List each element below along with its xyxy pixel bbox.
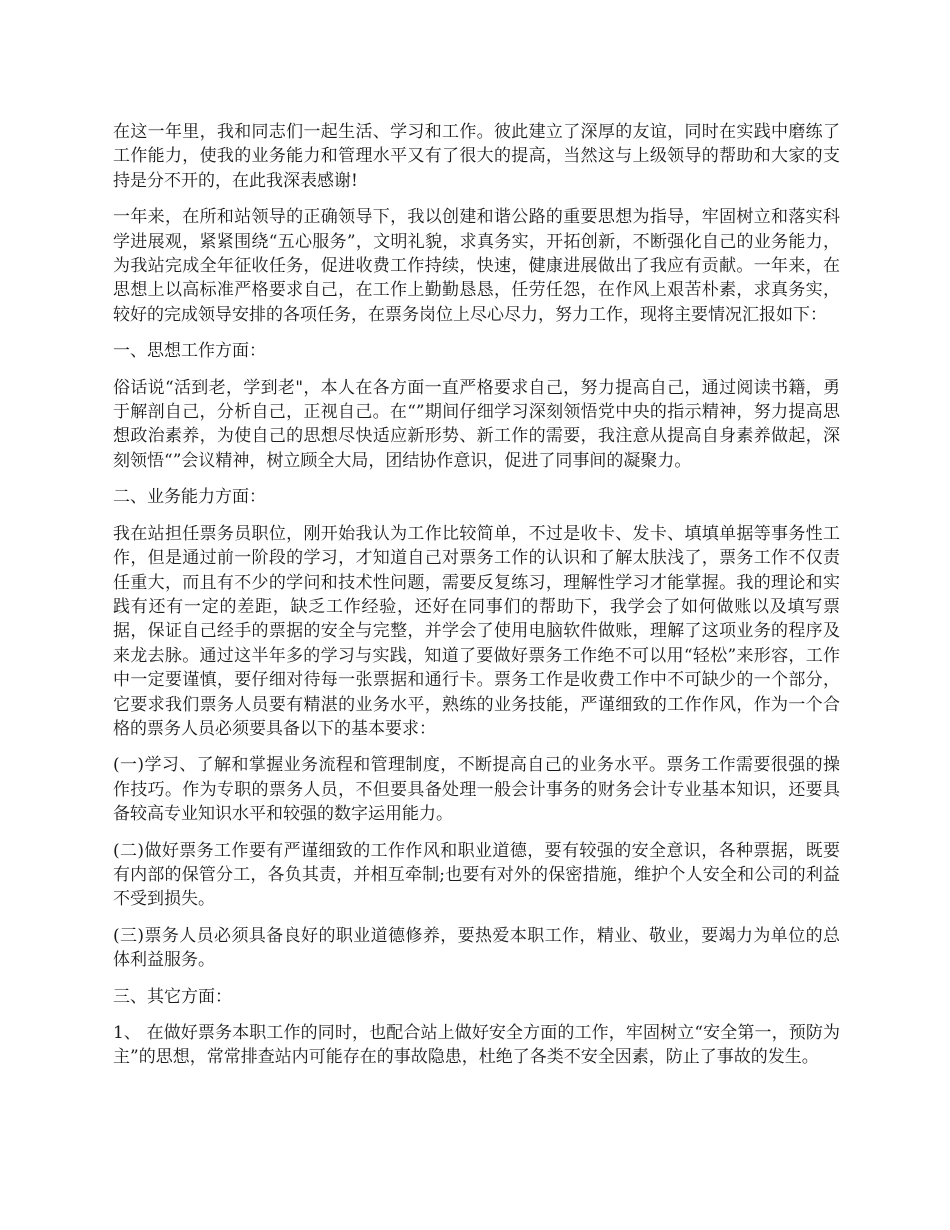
document-body [113, 120, 840, 1082]
paragraph-requirement-2: (二)做好票务工作要有严谨细致的工作作风和职业道德，要有较强的安全意识，各种票据，既要有内部的保管分工，各负其责，并相互牵制;也要有对外的保密措施，维护个人安全和公司的利益不受到损失。 [113, 840, 840, 910]
paragraph-thought: 俗话说“活到老，学到老"，本人在各方面一直严格要求自己，努力提高自己，通过阅读书籍，勇于解剖自己，分析自己，正视自己。在“”期间仔细学习深刻领悟党中央的指示精神，努力提高思想政治素养，为使自己的思想尽快适应新形势、新工作的需要，我注意从提高自身素养做起，深刻领悟“”会议精神，树立顾全大局，团结协作意识，促进了同事间的凝聚力。 [113, 377, 840, 471]
paragraph-overview: 一年来，在所和站领导的正确领导下，我以创建和谐公路的重要思想为指导，牢固树立和落实科学进展观，紧紧围绕“五心服务”，文明礼貌，求真务实，开拓创新，不断强化自己的业务能力，为我站完成全年征收任务，促进收费工作持续，快速，健康进展做出了我应有贡献。一年来，在思想上以高标准严格要求自己，在工作上勤勤恳恳，任劳任怨，在作风上艰苦朴素，求真务实，较好的完成领导安排的各项任务，在票务岗位上尽心尽力，努力工作，现将主要情况汇报如下： [113, 207, 840, 325]
paragraph-requirement-1: (一)学习、了解和掌握业务流程和管理制度，不断提高自己的业务水平。票务工作需要很强的操作技巧。作为专职的票务人员，不但要具备处理一般会计事务的财务会计专业基本知识，还要具备较高专业知识水平和较强的数字运用能力。 [113, 755, 840, 825]
section-heading-other: 三、其它方面： [113, 986, 232, 1007]
section-heading-thought: 一、思想工作方面： [113, 341, 266, 362]
paragraph-other-1: 1、 在做好票务本职工作的同时，也配合站上做好安全方面的工作，牢固树立“安全第一，预防为主”的思想，常常排查站内可能存在的事故隐患，杜绝了各类不安全因素，防止了事故的发生。 [113, 1023, 840, 1068]
paragraph-requirement-3: (三)票务人员必须具备良好的职业道德修养，要热爱本职工作，精业、敬业，要竭力为单位的总体利益服务。 [113, 925, 840, 971]
section-heading-business: 二、业务能力方面： [113, 487, 266, 508]
paragraph-intro: 在这一年里，我和同志们一起生活、学习和工作。彼此建立了深厚的友谊，同时在实践中磨练了工作能力，使我的业务能力和管理水平又有了很大的提高，当然这与上级领导的帮助和大家的支持是分不开的，在此我深表感谢! [113, 122, 840, 191]
paragraph-business: 我在站担任票务员职位，刚开始我认为工作比较简单，不过是收卡、发卡、填填单据等事务性工作，但是通过前一阶段的学习，才知道自己对票务工作的认识和了解太肤浅了，票务工作不仅责任重大，而且有不少的学问和技术性问题，需要反复练习，理解性学习才能掌握。我的理论和实践有还有一定的差距，缺乏工作经验，还好在同事们的帮助下，我学会了如何做账以及填写票据，保证自己经手的票据的安全与完整，并学会了使用电脑软件做账，理解了这项业务的程序及来龙去脉。通过这半年多的学习与实践，知道了要做好票务工作绝不可以用“轻松”来形容，工作中一定要谨慎，要仔细对待每一张票据和通行卡。票务工作是收费工作中不可缺少的一个部分，它要求我们票务人员要有精湛的业务水平，熟练的业务技能，严谨细致的工作作风，作为一个合格的票务人员必须要具备以下的基本要求： [113, 523, 840, 739]
